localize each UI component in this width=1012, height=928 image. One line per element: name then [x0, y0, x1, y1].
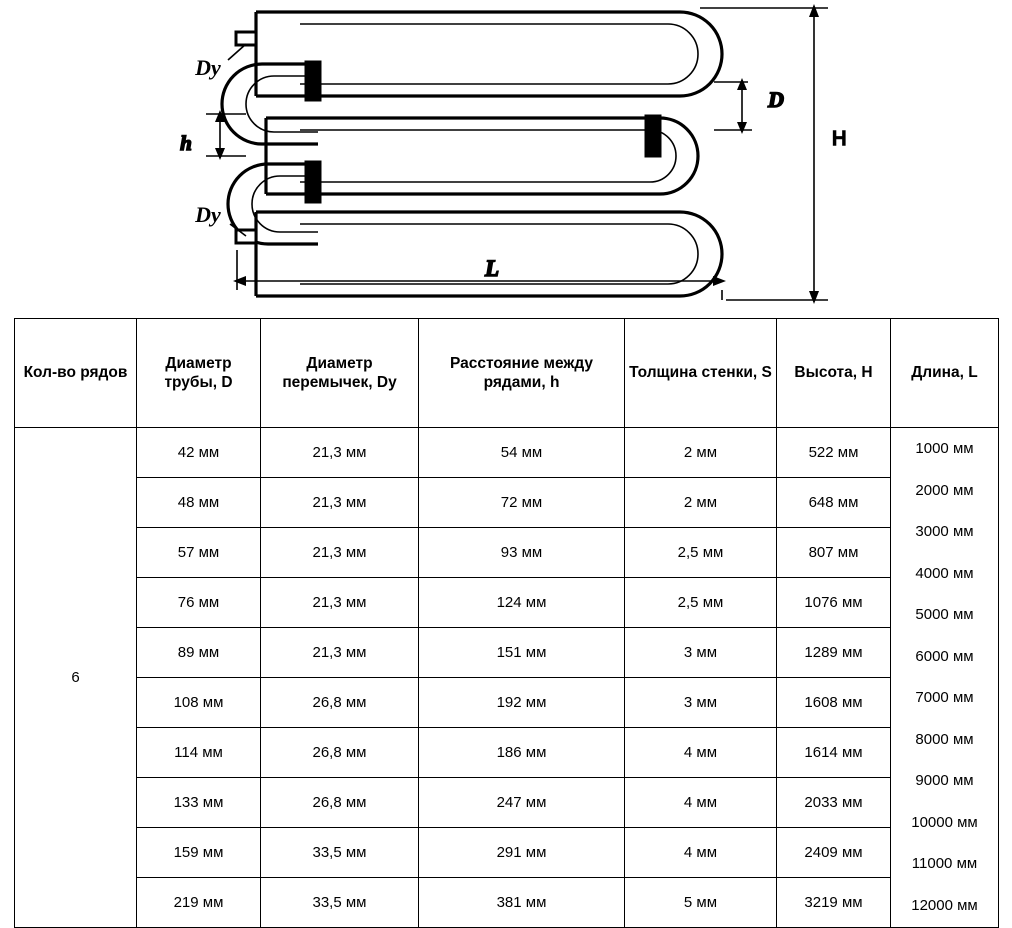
cell-pipe-diameter: 133 мм — [137, 777, 261, 827]
cell-row-distance: 72 мм — [419, 477, 625, 527]
table-body — [15, 428, 999, 928]
cell-height: 3219 мм — [777, 877, 891, 927]
cell-wall-thickness: 3 мм — [625, 677, 777, 727]
specification-table-wrapper — [14, 318, 998, 928]
header-rows-count: Кол-во рядов — [15, 319, 137, 428]
register-schematic-svg — [0, 0, 1012, 310]
cell-wall-thickness: 2 мм — [625, 428, 777, 478]
cell-height: 522 мм — [777, 428, 891, 478]
height-label: H — [832, 128, 847, 150]
specification-table — [14, 318, 999, 928]
cell-jumper-diameter: 21,3 мм — [261, 627, 419, 677]
table-header-row — [15, 319, 999, 428]
length-dimension — [233, 250, 726, 300]
length-item: 2000 мм — [915, 481, 974, 499]
cell-jumper-diameter: 33,5 мм — [261, 827, 419, 877]
cell-wall-thickness: 5 мм — [625, 877, 777, 927]
cell-height: 1289 мм — [777, 627, 891, 677]
cell-pipe-diameter: 108 мм — [137, 677, 261, 727]
cell-row-distance: 124 мм — [419, 577, 625, 627]
dy-bottom-label: Dy — [195, 202, 221, 227]
cell-jumper-diameter: 21,3 мм — [261, 477, 419, 527]
cell-height: 1076 мм — [777, 577, 891, 627]
d-dimension — [714, 78, 784, 134]
table-row — [15, 627, 999, 677]
length-item: 5000 мм — [915, 606, 974, 624]
cell-row-distance: 247 мм — [419, 777, 625, 827]
cell-pipe-diameter: 76 мм — [137, 577, 261, 627]
dy-top-label: Dy — [195, 55, 221, 80]
table-row — [15, 477, 999, 527]
cell-height: 1608 мм — [777, 677, 891, 727]
length-item: 12000 мм — [911, 897, 978, 915]
register-diagram — [0, 0, 1012, 310]
table-row — [15, 877, 999, 927]
cell-wall-thickness: 2,5 мм — [625, 527, 777, 577]
cell-pipe-diameter: 114 мм — [137, 727, 261, 777]
length-item: 3000 мм — [915, 523, 974, 541]
length-item: 6000 мм — [915, 647, 974, 665]
cell-pipe-diameter: 159 мм — [137, 827, 261, 877]
header-row-distance: Расстояние между рядами, h — [419, 319, 625, 428]
length-item: 11000 мм — [911, 855, 978, 873]
length-list — [891, 428, 998, 927]
cell-height: 2409 мм — [777, 827, 891, 877]
cell-rows-count: 6 — [15, 428, 137, 928]
cell-height: 807 мм — [777, 527, 891, 577]
cell-row-distance: 151 мм — [419, 627, 625, 677]
dy-top-label-group — [194, 44, 246, 80]
table-head — [15, 319, 999, 428]
cell-wall-thickness: 2 мм — [625, 477, 777, 527]
length-item: 1000 мм — [915, 440, 974, 457]
header-height: Высота, H — [777, 319, 891, 428]
cell-row-distance: 291 мм — [419, 827, 625, 877]
cell-jumper-diameter: 26,8 мм — [261, 677, 419, 727]
cell-row-distance: 54 мм — [419, 428, 625, 478]
cell-height: 1614 мм — [777, 727, 891, 777]
cell-pipe-diameter: 89 мм — [137, 627, 261, 677]
cell-row-distance: 93 мм — [419, 527, 625, 577]
cell-wall-thickness: 2,5 мм — [625, 577, 777, 627]
cell-pipe-diameter: 42 мм — [137, 428, 261, 478]
table-row — [15, 727, 999, 777]
cell-row-distance: 186 мм — [419, 727, 625, 777]
header-length: Длина, L — [891, 319, 999, 428]
cell-wall-thickness: 4 мм — [625, 777, 777, 827]
length-item: 9000 мм — [915, 772, 974, 790]
cell-jumper-diameter: 21,3 мм — [261, 527, 419, 577]
cell-jumper-diameter: 33,5 мм — [261, 877, 419, 927]
h-label: h — [180, 131, 192, 155]
d-label: D — [768, 87, 784, 112]
length-item: 4000 мм — [915, 564, 974, 582]
length-item: 10000 мм — [911, 813, 978, 831]
cell-jumper-diameter: 26,8 мм — [261, 777, 419, 827]
cell-pipe-diameter: 57 мм — [137, 527, 261, 577]
cell-wall-thickness: 4 мм — [625, 827, 777, 877]
cell-jumper-diameter: 26,8 мм — [261, 727, 419, 777]
length-item: 7000 мм — [915, 689, 974, 707]
table-row — [15, 428, 999, 478]
cell-pipe-diameter: 48 мм — [137, 477, 261, 527]
table-row — [15, 677, 999, 727]
table-row — [15, 777, 999, 827]
length-item: 8000 мм — [915, 730, 974, 748]
cell-row-distance: 192 мм — [419, 677, 625, 727]
cell-jumper-diameter: 21,3 мм — [261, 577, 419, 627]
table-row — [15, 827, 999, 877]
table-row — [15, 527, 999, 577]
cell-row-distance: 381 мм — [419, 877, 625, 927]
cell-length-list — [891, 428, 999, 928]
cell-height: 2033 мм — [777, 777, 891, 827]
cell-wall-thickness: 4 мм — [625, 727, 777, 777]
header-wall-thickness: Толщина стенки, S — [625, 319, 777, 428]
length-label: L — [484, 256, 500, 281]
cell-wall-thickness: 3 мм — [625, 627, 777, 677]
cell-pipe-diameter: 219 мм — [137, 877, 261, 927]
header-jumper-diameter: Диаметр перемычек, Dy — [261, 319, 419, 428]
cell-jumper-diameter: 21,3 мм — [261, 428, 419, 478]
cell-height: 648 мм — [777, 477, 891, 527]
table-row — [15, 577, 999, 627]
header-pipe-diameter: Диаметр трубы, D — [137, 319, 261, 428]
dy-bottom-label-group — [194, 202, 246, 236]
